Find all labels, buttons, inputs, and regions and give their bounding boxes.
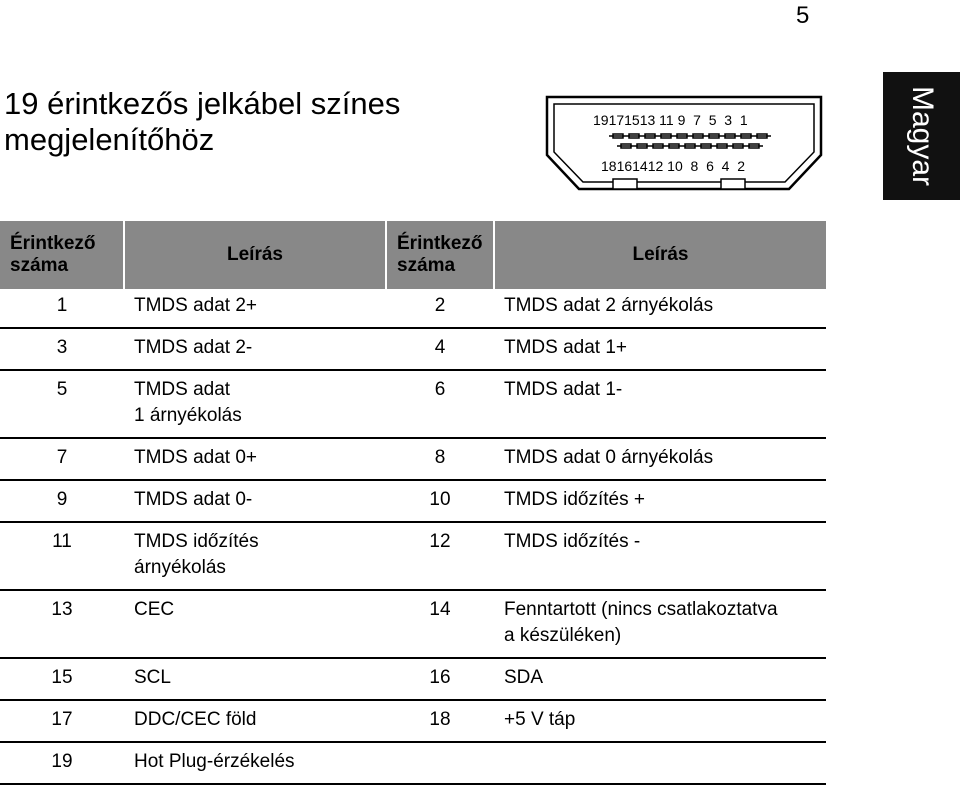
pin-number: 10 (386, 480, 494, 522)
language-tab (883, 72, 960, 200)
pin-description: +5 V táp (494, 700, 826, 742)
connector-latch-right (721, 179, 745, 189)
pin-number: 4 (386, 328, 494, 370)
pin-number: 5 (0, 370, 124, 438)
language-tab-label: Magyar (905, 85, 939, 187)
pin-description: Fenntartott (nincs csatlakoztatva a készüléken) (494, 590, 826, 658)
pin-description: TMDS adat 0- (124, 480, 386, 522)
pin-description: TMDS adat 1+ (494, 328, 826, 370)
pin-number: 3 (0, 328, 124, 370)
hdmi-connector-diagram (543, 93, 825, 197)
pin-number: 14 (386, 590, 494, 658)
header-pin-number-2: Érintkező száma (386, 221, 494, 289)
pin-assignment-table (0, 221, 826, 785)
pin-number: 12 (386, 522, 494, 590)
pin-description: TMDS adat 2+ (124, 289, 386, 328)
pin-number: 7 (0, 438, 124, 480)
connector-outline (547, 97, 821, 189)
pin-number: 6 (386, 370, 494, 438)
pin-description (494, 742, 826, 784)
header-description: Leírás (124, 221, 386, 289)
pin-description: TMDS időzítés árnyékolás (124, 522, 386, 590)
pin-number: 17 (0, 700, 124, 742)
pin-description: TMDS adat 0 árnyékolás (494, 438, 826, 480)
table-row (0, 658, 826, 700)
table-row (0, 522, 826, 590)
pin-number: 15 (0, 658, 124, 700)
pin-number: 9 (0, 480, 124, 522)
pin-description: TMDS adat 0+ (124, 438, 386, 480)
pin-description: SCL (124, 658, 386, 700)
pin-description: TMDS adat 1 árnyékolás (124, 370, 386, 438)
connector-top-pin-numbers: 19171513 11 9 7 5 3 1 (593, 112, 748, 128)
table-row (0, 590, 826, 658)
pin-number: 19 (0, 742, 124, 784)
pin-description: Hot Plug-érzékelés (124, 742, 386, 784)
table-row (0, 480, 826, 522)
pin-number (386, 742, 494, 784)
section-title-line2: megjelenítőhöz (4, 122, 215, 157)
pin-description: DDC/CEC föld (124, 700, 386, 742)
pin-description: TMDS időzítés - (494, 522, 826, 590)
section-title (4, 86, 474, 158)
pin-number: 8 (386, 438, 494, 480)
table-header-row (0, 221, 826, 289)
header-pin-number: Érintkező száma (0, 221, 124, 289)
pin-description: CEC (124, 590, 386, 658)
pin-number: 2 (386, 289, 494, 328)
header-description-2: Leírás (494, 221, 826, 289)
table-body (0, 289, 826, 784)
pin-number: 11 (0, 522, 124, 590)
connector-bottom-pin-numbers: 18161412 10 8 6 4 2 (601, 158, 746, 174)
pin-number: 13 (0, 590, 124, 658)
pin-number: 1 (0, 289, 124, 328)
section-title-line1: 19 érintkezős jelkábel színes (4, 86, 401, 121)
table-row (0, 438, 826, 480)
table-row (0, 700, 826, 742)
table-row (0, 742, 826, 784)
pin-number: 18 (386, 700, 494, 742)
table-row (0, 289, 826, 328)
pin-description: SDA (494, 658, 826, 700)
table-row (0, 370, 826, 438)
pin-description: TMDS időzítés + (494, 480, 826, 522)
table-row (0, 328, 826, 370)
pin-description: TMDS adat 1- (494, 370, 826, 438)
pin-number: 16 (386, 658, 494, 700)
pin-description: TMDS adat 2 árnyékolás (494, 289, 826, 328)
page-number: 5 (796, 2, 810, 29)
connector-latch-left (613, 179, 637, 189)
pin-description: TMDS adat 2- (124, 328, 386, 370)
connector-pin-row-bottom (617, 144, 763, 148)
